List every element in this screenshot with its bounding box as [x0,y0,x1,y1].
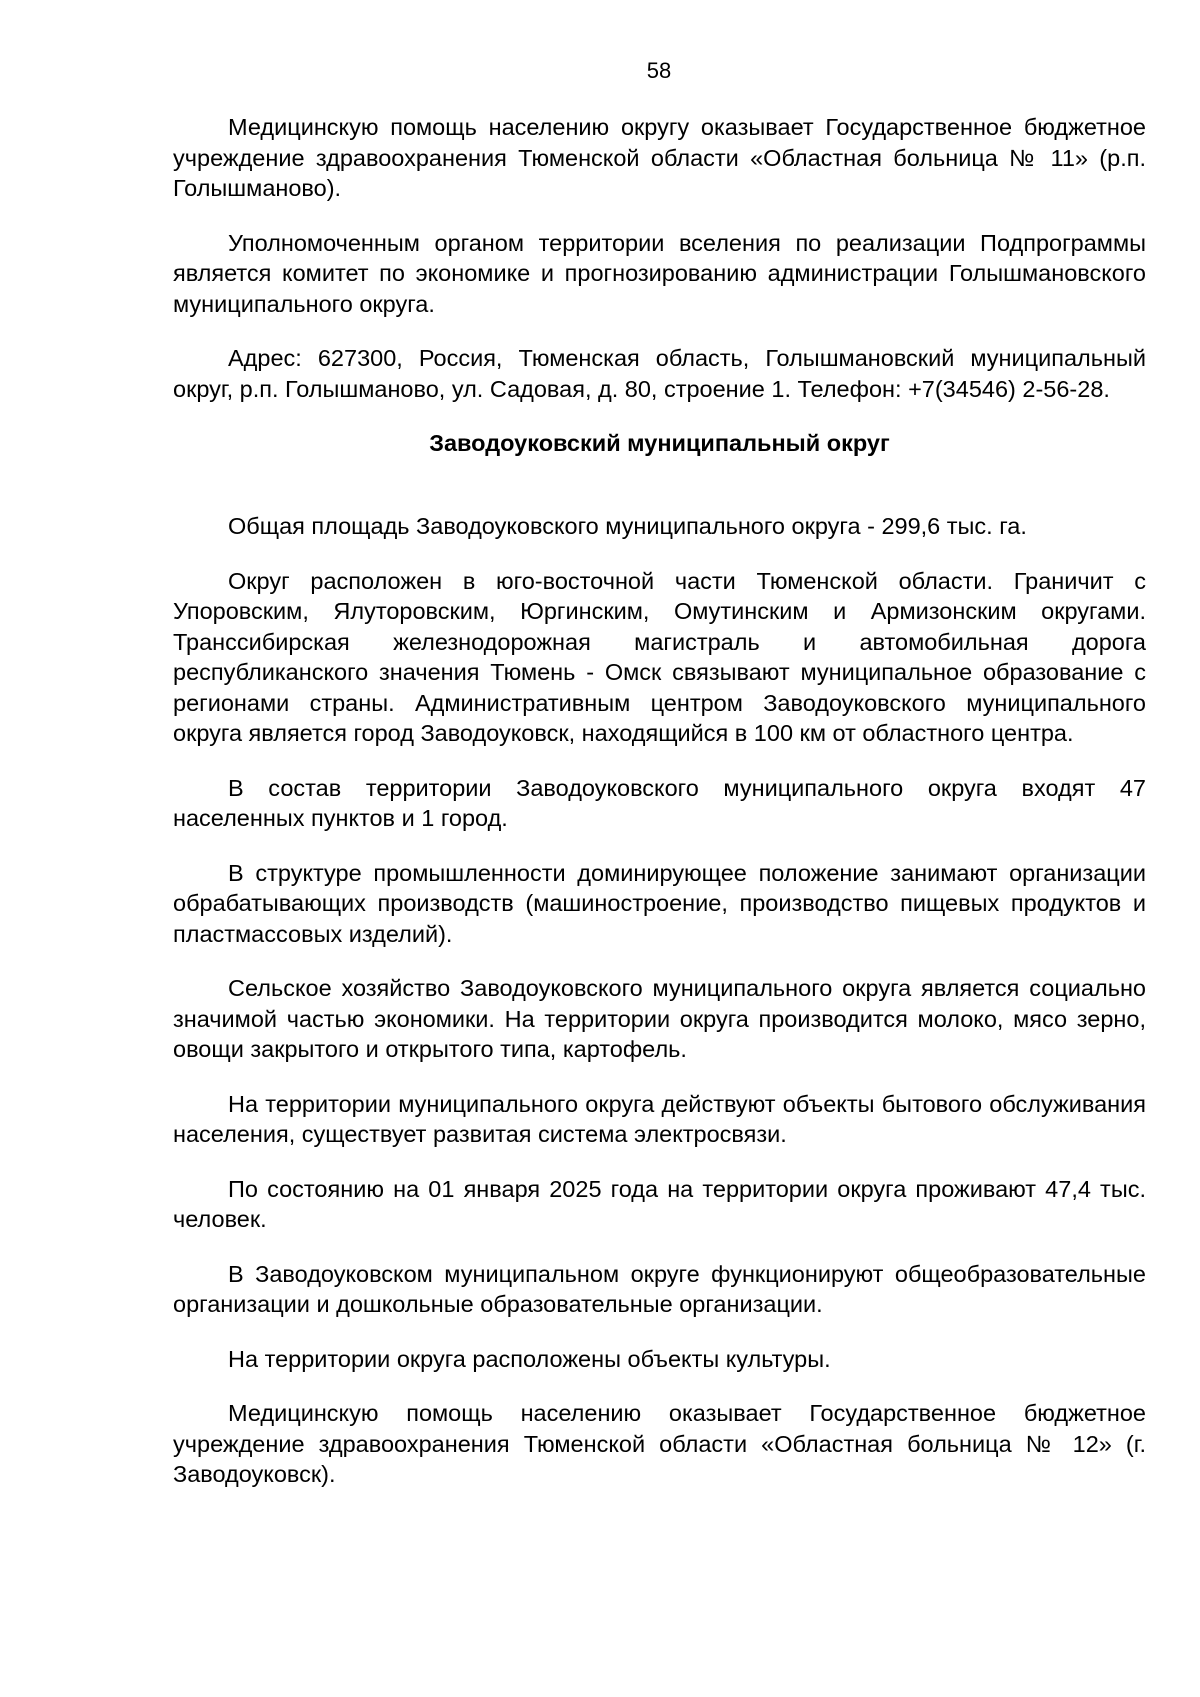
paragraph-industry: В структуре промышленности доминирующее положение занимают организации обрабатывающих производств (машиностроение, производство пищевых продуктов и пластмассовых изделий). [173,859,1146,947]
paragraph-medical-care-zavodoukovsk: Медицинскую помощь населению оказывает Государственное бюджетное учреждение здравоохранения Тюменской области «Областная больница № 12» (г. Заводоуковск). [173,1400,1146,1487]
paragraph-services: На территории муниципального округа действуют объекты бытового обслуживания населения, существует развитая система электросвязи. [173,1090,1146,1147]
paragraph-population: По состоянию на 01 января 2025 года на территории округа проживают 47,4 тыс. человек. [173,1175,1146,1232]
section-heading: Заводоуковский муниципальный округ [429,430,890,456]
paragraph-culture: На территории округа расположены объекты культуры. [228,1345,831,1372]
paragraph-location: Округ расположен в юго-восточной части Тюменской области. Граничит с Упоровским, Ялуторовским, Юргинским, Омутинским и Армизонским округами. Транссибирская железнодорожная магистраль и автомобильная дорога республиканского значения Тюмень - Омск связывают муниципальное образование с регионами страны. Административным центром Заводоуковского муниципального округа является город Заводоуковск, находящийся в 100 км от областного центра. [173,567,1146,746]
paragraph-settlements: В состав территории Заводоуковского муниципального округа входят 47 населенных пунктов и 1 город. [173,774,1146,831]
paragraph-medical-care-golyshmanovo: Медицинскую помощь населению округу оказывает Государственное бюджетное учреждение здравоохранения Тюменской области «Областная больница № 11» (р.п. Голышманово). [173,114,1146,201]
paragraph-total-area: Общая площадь Заводоуковского муниципального округа - 299,6 тыс. га. [228,513,1027,539]
document-body [173,112,1146,1514]
page-number: 58 [646,58,672,83]
paragraph-authorized-body: Уполномоченным органом территории вселения по реализации Подпрограммы является комитет по экономике и прогнозированию администрации Голышмановского муниципального округа. [173,229,1146,317]
paragraph-education: В Заводоуковском муниципальном округе функционируют общеобразовательные организации и дошкольные образовательные организации. [173,1260,1146,1317]
paragraph-agriculture: Сельское хозяйство Заводоуковского муниципального округа является социально значимой частью экономики. На территории округа производится молоко, мясо зерно, овощи закрытого и открытого типа, картофель. [173,975,1146,1062]
paragraph-address: Адрес: 627300, Россия, Тюменская область, Голышмановский муниципальный округ, р.п. Голышманово, ул. Садовая, д. 80, строение 1. Телефон: +7(34546) 2-56-28. [173,345,1146,402]
